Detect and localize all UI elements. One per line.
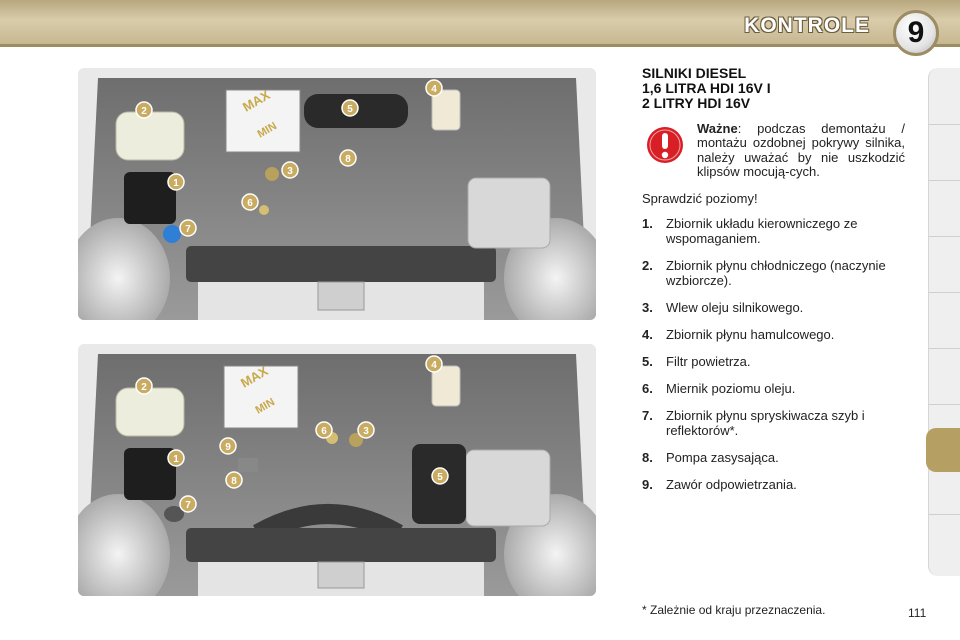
svg-text:8: 8 bbox=[345, 154, 351, 165]
callout-6 bbox=[316, 422, 332, 438]
footnote: * Zależnie od kraju przeznaczenia. bbox=[642, 603, 826, 617]
chapter-tab-strip bbox=[928, 68, 960, 576]
tab-divider bbox=[929, 292, 960, 293]
section-title-line: 1,6 LITRA HDI 16V I bbox=[642, 80, 771, 96]
exclamation-icon bbox=[646, 126, 684, 164]
callout-3 bbox=[282, 162, 298, 178]
list-item: 6. Miernik poziomu oleju. bbox=[642, 381, 796, 396]
callout-4 bbox=[426, 80, 442, 96]
callout-8 bbox=[340, 150, 356, 166]
page-number: 111 bbox=[908, 606, 927, 620]
list-item: 8. Pompa zasysająca. bbox=[642, 450, 779, 465]
svg-text:1: 1 bbox=[173, 454, 179, 465]
list-item: 1. Zbiornik układu kierowniczego ze wspomaganiem. bbox=[642, 216, 858, 246]
callout-6 bbox=[242, 194, 258, 210]
page-header bbox=[0, 0, 960, 56]
header-rule bbox=[0, 44, 960, 47]
callout-1 bbox=[168, 450, 184, 466]
tab-divider bbox=[929, 404, 960, 405]
svg-text:3: 3 bbox=[287, 166, 293, 177]
chapter-number-badge: 9 bbox=[893, 10, 939, 56]
warning-label: Ważne bbox=[697, 121, 738, 136]
list-item: 9. Zawór odpowietrzania. bbox=[642, 477, 797, 492]
tab-divider bbox=[929, 348, 960, 349]
chapter-title: KONTROLE bbox=[744, 14, 870, 37]
svg-text:4: 4 bbox=[431, 360, 437, 371]
svg-text:5: 5 bbox=[437, 472, 443, 483]
svg-text:7: 7 bbox=[185, 224, 191, 235]
svg-text:6: 6 bbox=[247, 198, 253, 209]
svg-text:8: 8 bbox=[231, 476, 237, 487]
list-item: 7. Zbiornik płynu spryskiwacza szyb i reflektorów*. bbox=[642, 408, 865, 438]
list-item: 2. Zbiornik płynu chłodniczego (naczynie wzbiorcze). bbox=[642, 258, 886, 288]
tab-divider bbox=[929, 514, 960, 515]
svg-text:4: 4 bbox=[431, 84, 437, 95]
max-marker: MAX bbox=[240, 87, 273, 115]
min-marker: MIN bbox=[255, 120, 279, 141]
callout-9 bbox=[220, 438, 236, 454]
tab-divider bbox=[929, 180, 960, 181]
svg-text:9: 9 bbox=[225, 442, 231, 453]
tab-divider bbox=[929, 124, 960, 125]
warning-note bbox=[697, 122, 905, 180]
svg-text:5: 5 bbox=[347, 104, 353, 115]
callout-3 bbox=[358, 422, 374, 438]
svg-text:7: 7 bbox=[185, 500, 191, 511]
engine-bay-illustration-bottom bbox=[78, 344, 596, 596]
callout-2 bbox=[136, 102, 152, 118]
section-title-line: 2 LITRY HDI 16V bbox=[642, 95, 751, 111]
section-title bbox=[642, 66, 842, 111]
callout-1 bbox=[168, 174, 184, 190]
svg-text:2: 2 bbox=[141, 382, 147, 393]
max-marker: MAX bbox=[238, 363, 271, 391]
callout-7 bbox=[180, 220, 196, 236]
callout-2 bbox=[136, 378, 152, 394]
callout-4 bbox=[426, 356, 442, 372]
callout-5 bbox=[342, 100, 358, 116]
list-item: 3. Wlew oleju silnikowego. bbox=[642, 300, 804, 315]
list-item: 4. Zbiornik płynu hamulcowego. bbox=[642, 327, 835, 342]
min-marker: MIN bbox=[253, 396, 277, 417]
callout-5 bbox=[432, 468, 448, 484]
list-item: 5. Filtr powietrza. bbox=[642, 354, 751, 369]
warning-body: : podczas demontażu / montażu ozdobnej pokrywy silnika, należy uważać by nie uszkodzić klipsów mocują-cych. bbox=[697, 121, 905, 180]
callout-7 bbox=[180, 496, 196, 512]
svg-text:3: 3 bbox=[363, 426, 369, 437]
section-title-line: SILNIKI DIESEL bbox=[642, 65, 747, 81]
engine-bay-illustration-top bbox=[78, 68, 596, 320]
callout-8 bbox=[226, 472, 242, 488]
svg-text:6: 6 bbox=[321, 426, 327, 437]
component-list bbox=[642, 216, 912, 492]
svg-text:1: 1 bbox=[173, 178, 179, 189]
tab-divider bbox=[929, 236, 960, 237]
svg-text:2: 2 bbox=[141, 106, 147, 117]
check-levels-text: Sprawdzić poziomy! bbox=[642, 191, 758, 206]
active-chapter-tab bbox=[926, 428, 960, 472]
